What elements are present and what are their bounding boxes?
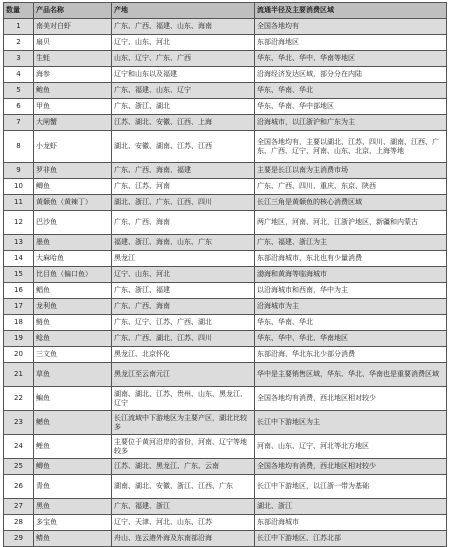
row-number: 9 xyxy=(4,163,34,179)
product-name-cell: 鲍鱼 xyxy=(34,83,112,99)
table-row xyxy=(4,35,447,51)
table-row xyxy=(4,531,447,547)
market-cell: 沿海经济发达区域，部分分在内陆 xyxy=(255,67,447,83)
market-cell: 主要是长江以南为主消费市场 xyxy=(255,163,447,179)
row-number: 19 xyxy=(4,331,34,347)
origin-cell: 辽宁、山东、河北 xyxy=(112,267,255,283)
table-row xyxy=(4,387,447,411)
row-number: 8 xyxy=(4,131,34,163)
market-cell: 以沿海城市和西南，华中为主 xyxy=(255,283,447,299)
market-cell: 华东、华南、华中部地区 xyxy=(255,99,447,115)
row-number: 22 xyxy=(4,387,34,411)
market-cell: 东部沿海地区 xyxy=(255,35,447,51)
origin-cell: 广东、广西、湖北、江苏、四川 xyxy=(112,331,255,347)
market-cell: 东部沿海，华北东北少部分消费 xyxy=(255,347,447,363)
market-cell: 渤海和黄海等临海城市 xyxy=(255,267,447,283)
product-name-cell: 草鱼 xyxy=(34,363,112,387)
row-number: 29 xyxy=(4,531,34,547)
table-row xyxy=(4,211,447,235)
table-row xyxy=(4,331,447,347)
row-number: 2 xyxy=(4,35,34,51)
table-row xyxy=(4,51,447,67)
product-name-cell: 多宝鱼 xyxy=(34,515,112,531)
origin-cell: 黑龙江至云南元江 xyxy=(112,363,255,387)
origin-cell: 广东、浙江、湖北 xyxy=(112,99,255,115)
market-cell: 长江中下游地区、江苏北部 xyxy=(255,531,447,547)
table-row xyxy=(4,251,447,267)
market-cell: 全国各地均有，主要以湖北、江苏、四川、湖南、江西、广东、广西、辽宁、河南、山东、北京、上海等地 xyxy=(255,131,447,163)
origin-cell: 广东、广西、海南 xyxy=(112,299,255,315)
table-row xyxy=(4,475,447,499)
product-name-cell: 南美对白虾 xyxy=(34,19,112,35)
row-number: 5 xyxy=(4,83,34,99)
market-cell: 东部沿海城市，东北也有少量消费 xyxy=(255,251,447,267)
row-number: 21 xyxy=(4,363,34,387)
product-name-cell: 鲫鱼 xyxy=(34,459,112,475)
table-row xyxy=(4,99,447,115)
origin-cell: 广东、福建、浙江 xyxy=(112,499,255,515)
row-number: 4 xyxy=(4,67,34,83)
table-row xyxy=(4,67,447,83)
table-row xyxy=(4,347,447,363)
table-row xyxy=(4,267,447,283)
market-cell: 沿海城市为主 xyxy=(255,299,447,315)
origin-cell: 辽宁、天津、河北、山东、江苏 xyxy=(112,515,255,531)
product-name-cell: 鲤鱼 xyxy=(34,435,112,459)
origin-cell: 广东、广西、福建、山东、海南 xyxy=(112,19,255,35)
header-number: 数量 xyxy=(4,3,34,19)
market-cell: 长江中下游地区，以江浙一带为基础 xyxy=(255,475,447,499)
product-name-cell: 黑鱼 xyxy=(34,499,112,515)
market-cell: 两广地区，河南、河北，江浙沪地区，新疆和内蒙古 xyxy=(255,211,447,235)
market-cell: 广东、广西、四川、重庆、东京、陕西 xyxy=(255,179,447,195)
product-name-cell: 海参 xyxy=(34,67,112,83)
market-cell: 河南、山东、辽宁、河北等北方地区 xyxy=(255,435,447,459)
origin-cell: 舟山、连云港外海及东南部沿海 xyxy=(112,531,255,547)
product-origin-table xyxy=(3,2,447,547)
origin-cell: 湖北、安徽、湖南、江苏、江西 xyxy=(112,131,255,163)
table-body xyxy=(4,19,447,547)
market-cell: 全国各地均有消费，西北地区相对较少 xyxy=(255,387,447,411)
origin-cell: 广东、辽宁、江苏、广西、湖北 xyxy=(112,315,255,331)
row-number: 14 xyxy=(4,251,34,267)
row-number: 25 xyxy=(4,459,34,475)
product-name-cell: 鳡鱼 xyxy=(34,411,112,435)
origin-cell: 江苏、湖北、安徽、江西、上海 xyxy=(112,115,255,131)
table-header-row xyxy=(4,3,447,19)
product-name-cell: 三文鱼 xyxy=(34,347,112,363)
origin-cell: 长江流域中下游地区为主要产区，湖北比较多 xyxy=(112,411,255,435)
origin-cell: 广东、江苏、河南 xyxy=(112,179,255,195)
table-row xyxy=(4,411,447,435)
product-origin-table-container xyxy=(3,2,446,547)
origin-cell: 山东、辽宁、广东、广西 xyxy=(112,51,255,67)
product-name-cell: 鲢鱼 xyxy=(34,315,112,331)
product-name-cell: 大闸蟹 xyxy=(34,115,112,131)
product-name-cell: 鲳鱼 xyxy=(34,283,112,299)
table-row xyxy=(4,499,447,515)
table-row xyxy=(4,83,447,99)
origin-cell: 广东、广西、海南 xyxy=(112,211,255,235)
table-row xyxy=(4,283,447,299)
market-cell: 广东、福建、浙江为主 xyxy=(255,235,447,251)
product-name-cell: 龙利鱼 xyxy=(34,299,112,315)
product-name-cell: 青鱼 xyxy=(34,475,112,499)
origin-cell: 主要位于黄河沿岸的省份，河南、辽宁等地较多 xyxy=(112,435,255,459)
table-row xyxy=(4,299,447,315)
row-number: 16 xyxy=(4,283,34,299)
table-row xyxy=(4,163,447,179)
header-origin: 产地 xyxy=(112,3,255,19)
row-number: 26 xyxy=(4,475,34,499)
market-cell: 华东、华南、华北 xyxy=(255,83,447,99)
product-name-cell: 生蚝 xyxy=(34,51,112,67)
row-number: 28 xyxy=(4,515,34,531)
table-row xyxy=(4,515,447,531)
table-row xyxy=(4,19,447,35)
origin-cell: 江苏、湖北、黑龙江、广东、云南 xyxy=(112,459,255,475)
row-number: 24 xyxy=(4,435,34,459)
row-number: 27 xyxy=(4,499,34,515)
table-row xyxy=(4,179,447,195)
product-name-cell: 扇贝 xyxy=(34,35,112,51)
row-number: 7 xyxy=(4,115,34,131)
origin-cell: 湖南、湖北、安徽、浙江、江西、广东 xyxy=(112,475,255,499)
table-row xyxy=(4,459,447,475)
product-name-cell: 甲鱼 xyxy=(34,99,112,115)
product-name-cell: 巴沙鱼 xyxy=(34,211,112,235)
product-name-cell: 鲫鱼 xyxy=(34,179,112,195)
row-number: 17 xyxy=(4,299,34,315)
origin-cell: 黑龙江、北京怀化 xyxy=(112,347,255,363)
market-cell: 沿海城市，以江浙沪和广东为主 xyxy=(255,115,447,131)
row-number: 11 xyxy=(4,195,34,211)
product-name-cell: 鲶鱼 xyxy=(34,331,112,347)
table-row xyxy=(4,435,447,459)
row-number: 10 xyxy=(4,179,34,195)
header-product-name: 产品名称 xyxy=(34,3,112,19)
row-number: 23 xyxy=(4,411,34,435)
row-number: 3 xyxy=(4,51,34,67)
market-cell: 长江中下游地区为主 xyxy=(255,411,447,435)
row-number: 13 xyxy=(4,235,34,251)
header-market: 流通半径及主要消费区域 xyxy=(255,3,447,19)
table-row xyxy=(4,131,447,163)
market-cell: 华中是主要销售区域，华东、华北、华南也是重要消费区域 xyxy=(255,363,447,387)
product-name-cell: 罗非鱼 xyxy=(34,163,112,179)
market-cell: 长江三角是黄颡鱼的核心消费区域 xyxy=(255,195,447,211)
product-name-cell: 比目鱼（偏口鱼） xyxy=(34,267,112,283)
product-name-cell: 鳊鱼 xyxy=(34,387,112,411)
row-number: 12 xyxy=(4,211,34,235)
product-name-cell: 小龙虾 xyxy=(34,131,112,163)
market-cell: 全国各地均有消费，西北地区相对较少 xyxy=(255,459,447,475)
product-name-cell: 大麻哈鱼 xyxy=(34,251,112,267)
origin-cell: 黑龙江 xyxy=(112,251,255,267)
market-cell: 东部沿海城市 xyxy=(255,515,447,531)
table-row xyxy=(4,115,447,131)
origin-cell: 广东、广西、海南、福建 xyxy=(112,163,255,179)
table-row xyxy=(4,235,447,251)
product-name-cell: 鲭鱼 xyxy=(34,531,112,547)
origin-cell: 广东、福建、山东、辽宁 xyxy=(112,83,255,99)
product-name-cell: 黄颡鱼（黄辣丁） xyxy=(34,195,112,211)
origin-cell: 福建、浙江、海南、山东、广东 xyxy=(112,235,255,251)
table-row xyxy=(4,363,447,387)
market-cell: 湖北、浙江 xyxy=(255,499,447,515)
origin-cell: 辽宁、山东、河北 xyxy=(112,35,255,51)
row-number: 15 xyxy=(4,267,34,283)
origin-cell: 湖北、浙江、广东、江西、四川 xyxy=(112,195,255,211)
product-name-cell: 墨鱼 xyxy=(34,235,112,251)
row-number: 18 xyxy=(4,315,34,331)
origin-cell: 辽宁和山东以及福建 xyxy=(112,67,255,83)
origin-cell: 湖南、湖北、江苏、贵州、山东、黑龙江、辽宁 xyxy=(112,387,255,411)
origin-cell: 广东、浙江、福建 xyxy=(112,283,255,299)
row-number: 1 xyxy=(4,19,34,35)
market-cell: 华东、华北、华中、华南等地区 xyxy=(255,51,447,67)
market-cell: 华东、华南、华北 xyxy=(255,315,447,331)
table-row xyxy=(4,195,447,211)
market-cell: 全国各地均有 xyxy=(255,19,447,35)
row-number: 6 xyxy=(4,99,34,115)
row-number: 20 xyxy=(4,347,34,363)
market-cell: 华东、华中、华北、华南地区 xyxy=(255,331,447,347)
table-row xyxy=(4,315,447,331)
